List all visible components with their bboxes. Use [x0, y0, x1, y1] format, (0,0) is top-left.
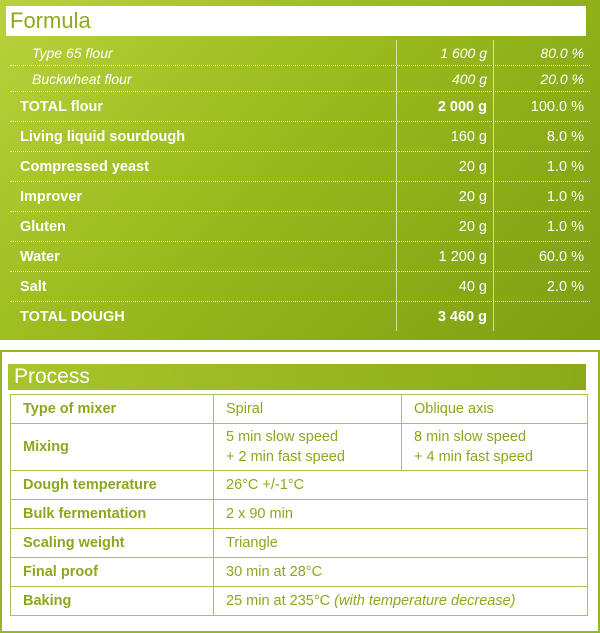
process-value: [214, 424, 402, 471]
process-title: Process: [8, 364, 586, 390]
process-value: 2 x 90 min: [214, 500, 588, 529]
ingredient-percent: 2.0 %: [493, 272, 590, 301]
ingredient-weight: 1 600 g: [396, 40, 493, 65]
table-row: [11, 395, 588, 424]
ingredient-percent: 1.0 %: [493, 152, 590, 181]
table-row: [11, 529, 588, 558]
ingredient-weight: 20 g: [396, 182, 493, 211]
process-value: Triangle: [214, 529, 588, 558]
process-label: Final proof: [11, 558, 214, 587]
process-value: 30 min at 28°C: [214, 558, 588, 587]
table-row: [10, 66, 590, 92]
table-row: [11, 500, 588, 529]
ingredient-percent: 80.0 %: [493, 40, 590, 65]
ingredient-weight: 160 g: [396, 122, 493, 151]
ingredient-name: Compressed yeast: [20, 158, 149, 175]
ingredient-weight: 1 200 g: [396, 242, 493, 271]
table-row: [11, 424, 588, 471]
ingredient-weight: 400 g: [396, 66, 493, 91]
ingredient-name: Salt: [20, 278, 47, 295]
ingredient-percent: 8.0 %: [493, 122, 590, 151]
ingredient-weight: 40 g: [396, 272, 493, 301]
process-label: Scaling weight: [11, 529, 214, 558]
ingredient-percent: 100.0 %: [493, 92, 590, 121]
mixing-line: + 4 min fast speed: [414, 449, 533, 465]
ingredient-weight: 20 g: [396, 152, 493, 181]
process-value: [402, 424, 588, 471]
ingredient-name: TOTAL flour: [20, 98, 103, 115]
mixing-line: 5 min slow speed: [226, 429, 339, 445]
process-label: Dough temperature: [11, 471, 214, 500]
ingredient-percent: 60.0 %: [493, 242, 590, 271]
ingredient-name: Water: [20, 248, 60, 265]
baking-value: 25 min at 235°C: [226, 593, 331, 609]
ingredient-percent: 20.0 %: [493, 66, 590, 91]
table-row: [10, 152, 590, 182]
table-row: [10, 122, 590, 152]
ingredient-name: Improver: [20, 188, 83, 205]
table-row: [11, 471, 588, 500]
table-row: [11, 558, 588, 587]
formula-table: [10, 40, 590, 331]
table-row: [10, 182, 590, 212]
ingredient-percent: [493, 302, 590, 331]
process-table: [10, 394, 588, 616]
mixing-line: + 2 min fast speed: [226, 449, 345, 465]
process-panel: [0, 350, 600, 633]
process-label: Mixing: [11, 424, 214, 471]
process-value: Oblique axis: [402, 395, 588, 424]
table-row: [10, 40, 590, 66]
process-value: [214, 587, 588, 616]
table-row-total-dough: [10, 302, 590, 331]
process-label: Type of mixer: [11, 395, 214, 424]
process-label: Baking: [11, 587, 214, 616]
ingredient-name: TOTAL DOUGH: [20, 308, 125, 325]
ingredient-name: Type 65 flour: [32, 44, 113, 61]
process-value: Spiral: [214, 395, 402, 424]
table-row: [11, 587, 588, 616]
table-row: [10, 212, 590, 242]
process-value: 26°C +/-1°C: [214, 471, 588, 500]
mixing-line: 8 min slow speed: [414, 429, 527, 445]
ingredient-weight: 2 000 g: [396, 92, 493, 121]
ingredient-percent: 1.0 %: [493, 212, 590, 241]
ingredient-percent: 1.0 %: [493, 182, 590, 211]
ingredient-name: Gluten: [20, 218, 66, 235]
ingredient-weight: 3 460 g: [396, 302, 493, 331]
formula-title: Formula: [6, 6, 586, 36]
table-row: [10, 242, 590, 272]
ingredient-name: Buckwheat flour: [32, 70, 132, 87]
baking-note: (with temperature decrease): [334, 593, 516, 609]
ingredient-name: Living liquid sourdough: [20, 128, 186, 145]
table-row: [10, 92, 590, 122]
table-row: [10, 272, 590, 302]
process-label: Bulk fermentation: [11, 500, 214, 529]
ingredient-weight: 20 g: [396, 212, 493, 241]
